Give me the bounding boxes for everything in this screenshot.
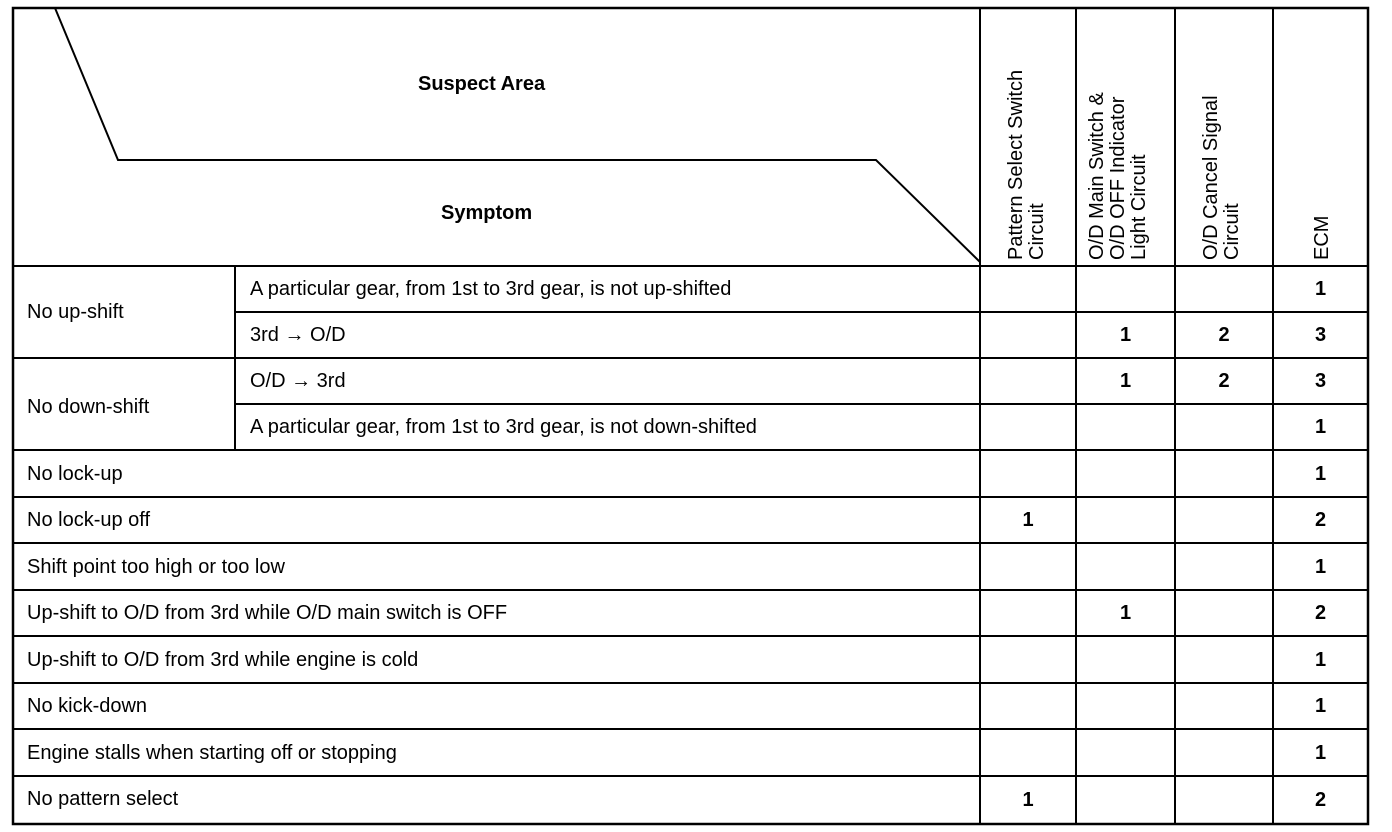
value-cell-ecm: 1 <box>1314 695 1327 717</box>
suspect-area-label: Suspect Area <box>418 73 546 95</box>
value-cell-ecm: 1 <box>1314 462 1327 485</box>
value-cell-ecm: 3 <box>1314 370 1327 392</box>
symptom-label: No pattern select <box>27 788 179 810</box>
symptom-label: Up-shift to O/D from 3rd while engine is cold <box>27 649 419 671</box>
value-cell-ecm: 1 <box>1314 648 1327 671</box>
value-cell-ecm: 1 <box>1314 555 1327 578</box>
symptom-label: Symptom <box>441 202 533 224</box>
column-header-od-cancel-signal: O/D Cancel Signal Circuit <box>1200 95 1243 260</box>
value-cell-od-main-switch: 1 <box>1119 324 1132 346</box>
value-cell-od-main-switch: 1 <box>1119 602 1132 624</box>
symptom-label: A particular gear, from 1st to 3rd gear, is not up-shifted <box>250 278 732 300</box>
symptom-label: Up-shift to O/D from 3rd while O/D main switch is OFF <box>27 602 508 624</box>
value-cell-od-main-switch: 1 <box>1119 370 1132 392</box>
value-cell-ecm: 2 <box>1314 789 1327 811</box>
symptom-label: No lock-up off <box>27 509 151 531</box>
symptom-label: A particular gear, from 1st to 3rd gear, is not down-shifted <box>250 416 757 438</box>
symptom-label: No lock-up <box>27 463 123 485</box>
column-header-ecm: ECM <box>1311 215 1333 260</box>
group-no-up-shift: No up-shift <box>27 301 124 323</box>
symptom-label: No kick-down <box>27 695 148 717</box>
symptom-label: Shift point too high or too low <box>27 556 285 578</box>
column-header-od-main-switch: O/D Main Switch & O/D OFF Indicator Light Circuit <box>1086 92 1150 260</box>
value-cell-ecm: 1 <box>1314 278 1327 300</box>
value-cell-ecm: 2 <box>1314 509 1327 531</box>
group-no-down-shift: No down-shift <box>27 396 150 418</box>
value-cell-pattern-select: 1 <box>1022 789 1034 811</box>
value-cell-od-cancel-signal: 2 <box>1218 324 1230 346</box>
value-cell-ecm: 1 <box>1314 741 1327 764</box>
symptom-label: O/D → 3rd <box>250 370 346 392</box>
symptom-label: 3rd → O/D <box>250 324 346 346</box>
symptom-label: Engine stalls when starting off or stopping <box>27 742 397 764</box>
column-header-pattern-select: Pattern Select Switch Circuit <box>1005 69 1048 260</box>
value-cell-od-cancel-signal: 2 <box>1218 370 1230 392</box>
value-cell-ecm: 2 <box>1314 602 1327 624</box>
value-cell-pattern-select: 1 <box>1022 509 1034 531</box>
value-cell-ecm: 3 <box>1314 324 1327 346</box>
value-cell-ecm: 1 <box>1314 416 1327 438</box>
